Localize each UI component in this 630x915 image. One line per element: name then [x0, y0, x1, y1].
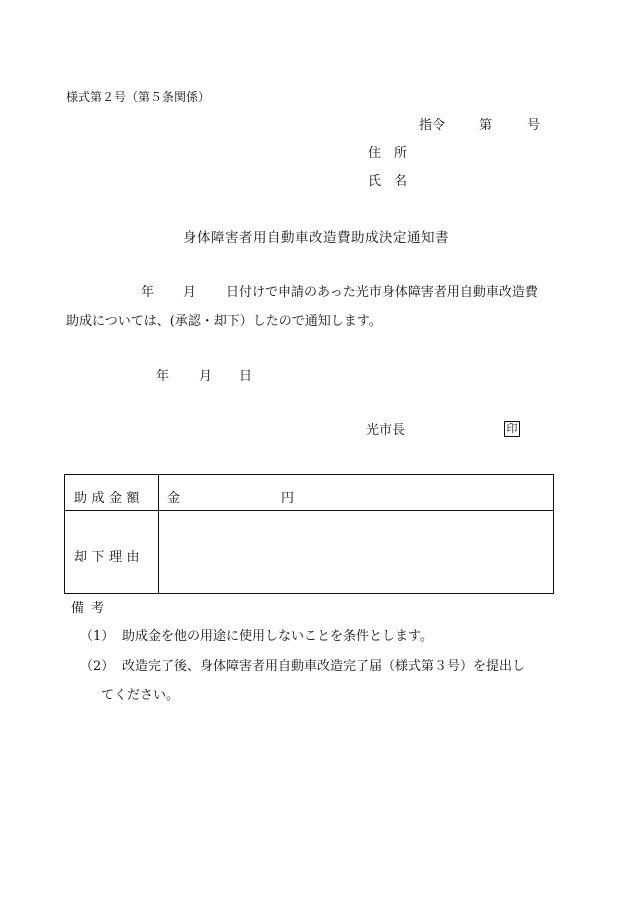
note-item [80, 660, 525, 673]
table-divider-horizontal [65, 510, 553, 511]
body-line-2: 助成については、(承認・却下）したので通知します。 [66, 314, 382, 329]
body-line-1-text: 日付けで申請のあった光市身体障害者用自動車改造費 [226, 285, 538, 300]
name-label-1: 氏 [368, 174, 382, 189]
note-text-continued: てください。 [101, 688, 180, 703]
address-label-1: 住 [368, 146, 382, 161]
document-number-prefix: 指令 [419, 118, 446, 133]
rejection-reason-label: 却下理由 [74, 550, 145, 565]
note-item [80, 630, 433, 643]
note-number: （2） [80, 659, 115, 674]
document-number [419, 119, 540, 132]
date-year: 年 [156, 369, 170, 384]
notes-heading-1: 備 [71, 601, 85, 616]
body-year: 年 [141, 285, 155, 300]
document-number-mid: 第 [479, 118, 493, 133]
note-text: 助成金を他の用途に使用しないことを条件とします。 [122, 629, 433, 644]
table-divider-vertical [158, 475, 159, 593]
document-title: 身体障害者用自動車改造費助成決定通知書 [183, 230, 449, 246]
note-number: （1） [80, 629, 115, 644]
amount-label: 助成金額 [74, 491, 145, 506]
document-number-suffix: 号 [527, 118, 541, 133]
info-table [64, 474, 554, 594]
date-day: 日 [239, 369, 253, 384]
amount-value [167, 487, 294, 506]
name-row [368, 175, 407, 188]
address-row [368, 147, 407, 160]
note-text: 改造完了後、身体障害者用自動車改造完了届（様式第３号）を提出し [122, 659, 526, 674]
body-month: 月 [183, 285, 197, 300]
amount-unit: 円 [281, 491, 295, 506]
form-label: 様式第２号（第５条関係） [66, 90, 211, 104]
issuer-title: 光市長 [366, 423, 406, 438]
body-line-1 [141, 286, 538, 299]
seal-stamp: 印 [504, 421, 520, 437]
notes-heading [71, 602, 104, 615]
address-label-2: 所 [394, 146, 408, 161]
notice-date [156, 370, 252, 383]
amount-prefix: 金 [167, 491, 181, 506]
notes-heading-2: 考 [91, 601, 105, 616]
name-label-2: 名 [394, 174, 408, 189]
date-month: 月 [199, 369, 213, 384]
